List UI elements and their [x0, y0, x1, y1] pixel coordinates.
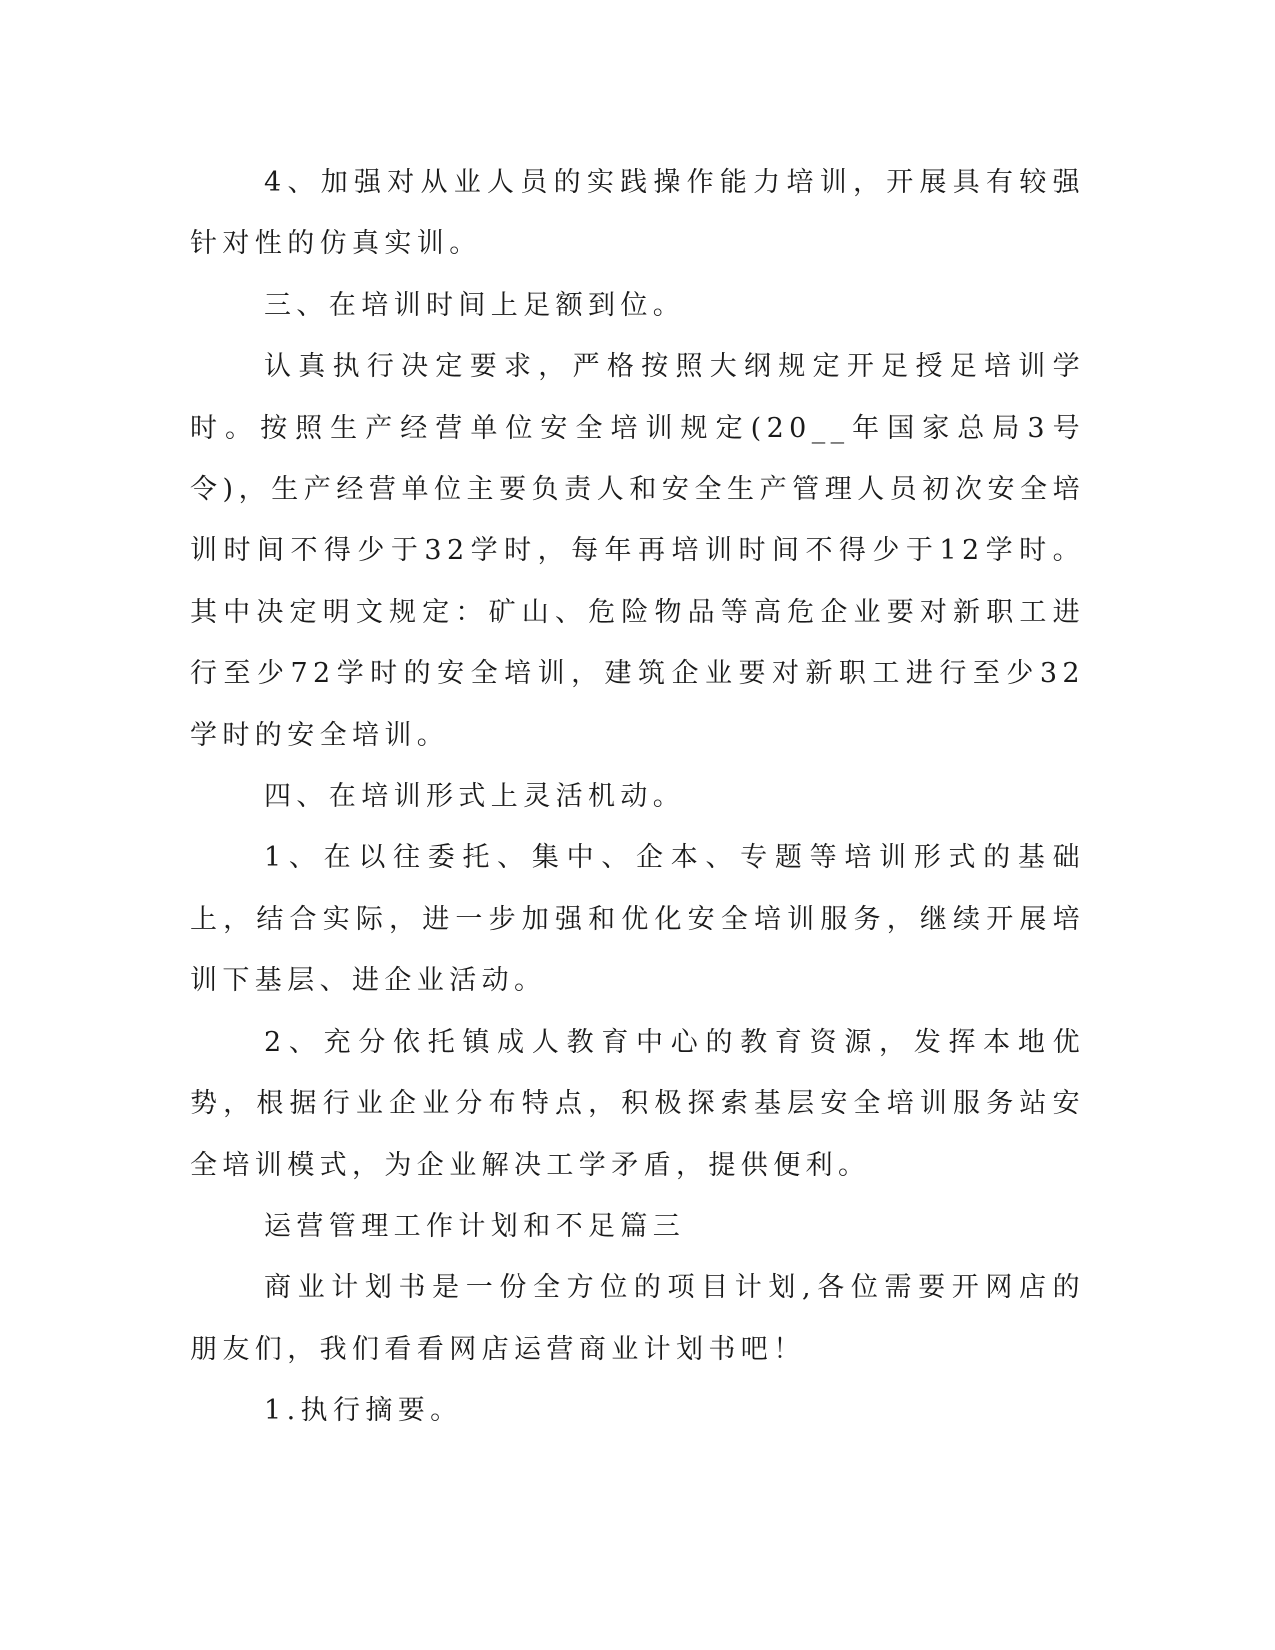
heading-training-form: 四、在培训形式上灵活机动。	[264, 781, 686, 813]
heading-executive-summary: 1.执行摘要。	[264, 1395, 463, 1427]
paragraph-training-hours: 认真执行决定要求，严格按照大纲规定开足授足培训学时。按照生产经营单位安全培训规定(20__年国家总局3号令)，生产经营单位主要负责人和安全生产管理人员初次安全培训时间不得少于32学时，每年再培训时间不得少于12学时。其中决定明文规定：矿山、危险物品等高危企业要对新职工进行至少72学时的安全培训，建筑企业要对新职工进行至少32学时的安全培训。	[190, 351, 1085, 751]
section-title-part-three: 运营管理工作计划和不足篇三	[264, 1210, 686, 1242]
paragraph-training-service: 1、在以往委托、集中、企本、专题等培训形式的基础上，结合实际，进一步加强和优化安全培训服务，继续开展培训下基层、进企业活动。	[190, 842, 1085, 997]
paragraph-education-resources: 2、充分依托镇成人教育中心的教育资源，发挥本地优势，根据行业企业分布特点，积极探索基层安全培训服务站安全培训模式，为企业解决工学矛盾，提供便利。	[190, 1026, 1085, 1181]
paragraph-practical-training: 4、加强对从业人员的实践操作能力培训，开展具有较强针对性的仿真实训。	[190, 167, 1085, 260]
document-body	[190, 152, 1085, 1442]
paragraph-business-plan-intro: 商业计划书是一份全方位的项目计划,各位需要开网店的朋友们，我们看看网店运营商业计划书吧！	[190, 1272, 1085, 1365]
heading-training-time: 三、在培训时间上足额到位。	[264, 289, 686, 321]
